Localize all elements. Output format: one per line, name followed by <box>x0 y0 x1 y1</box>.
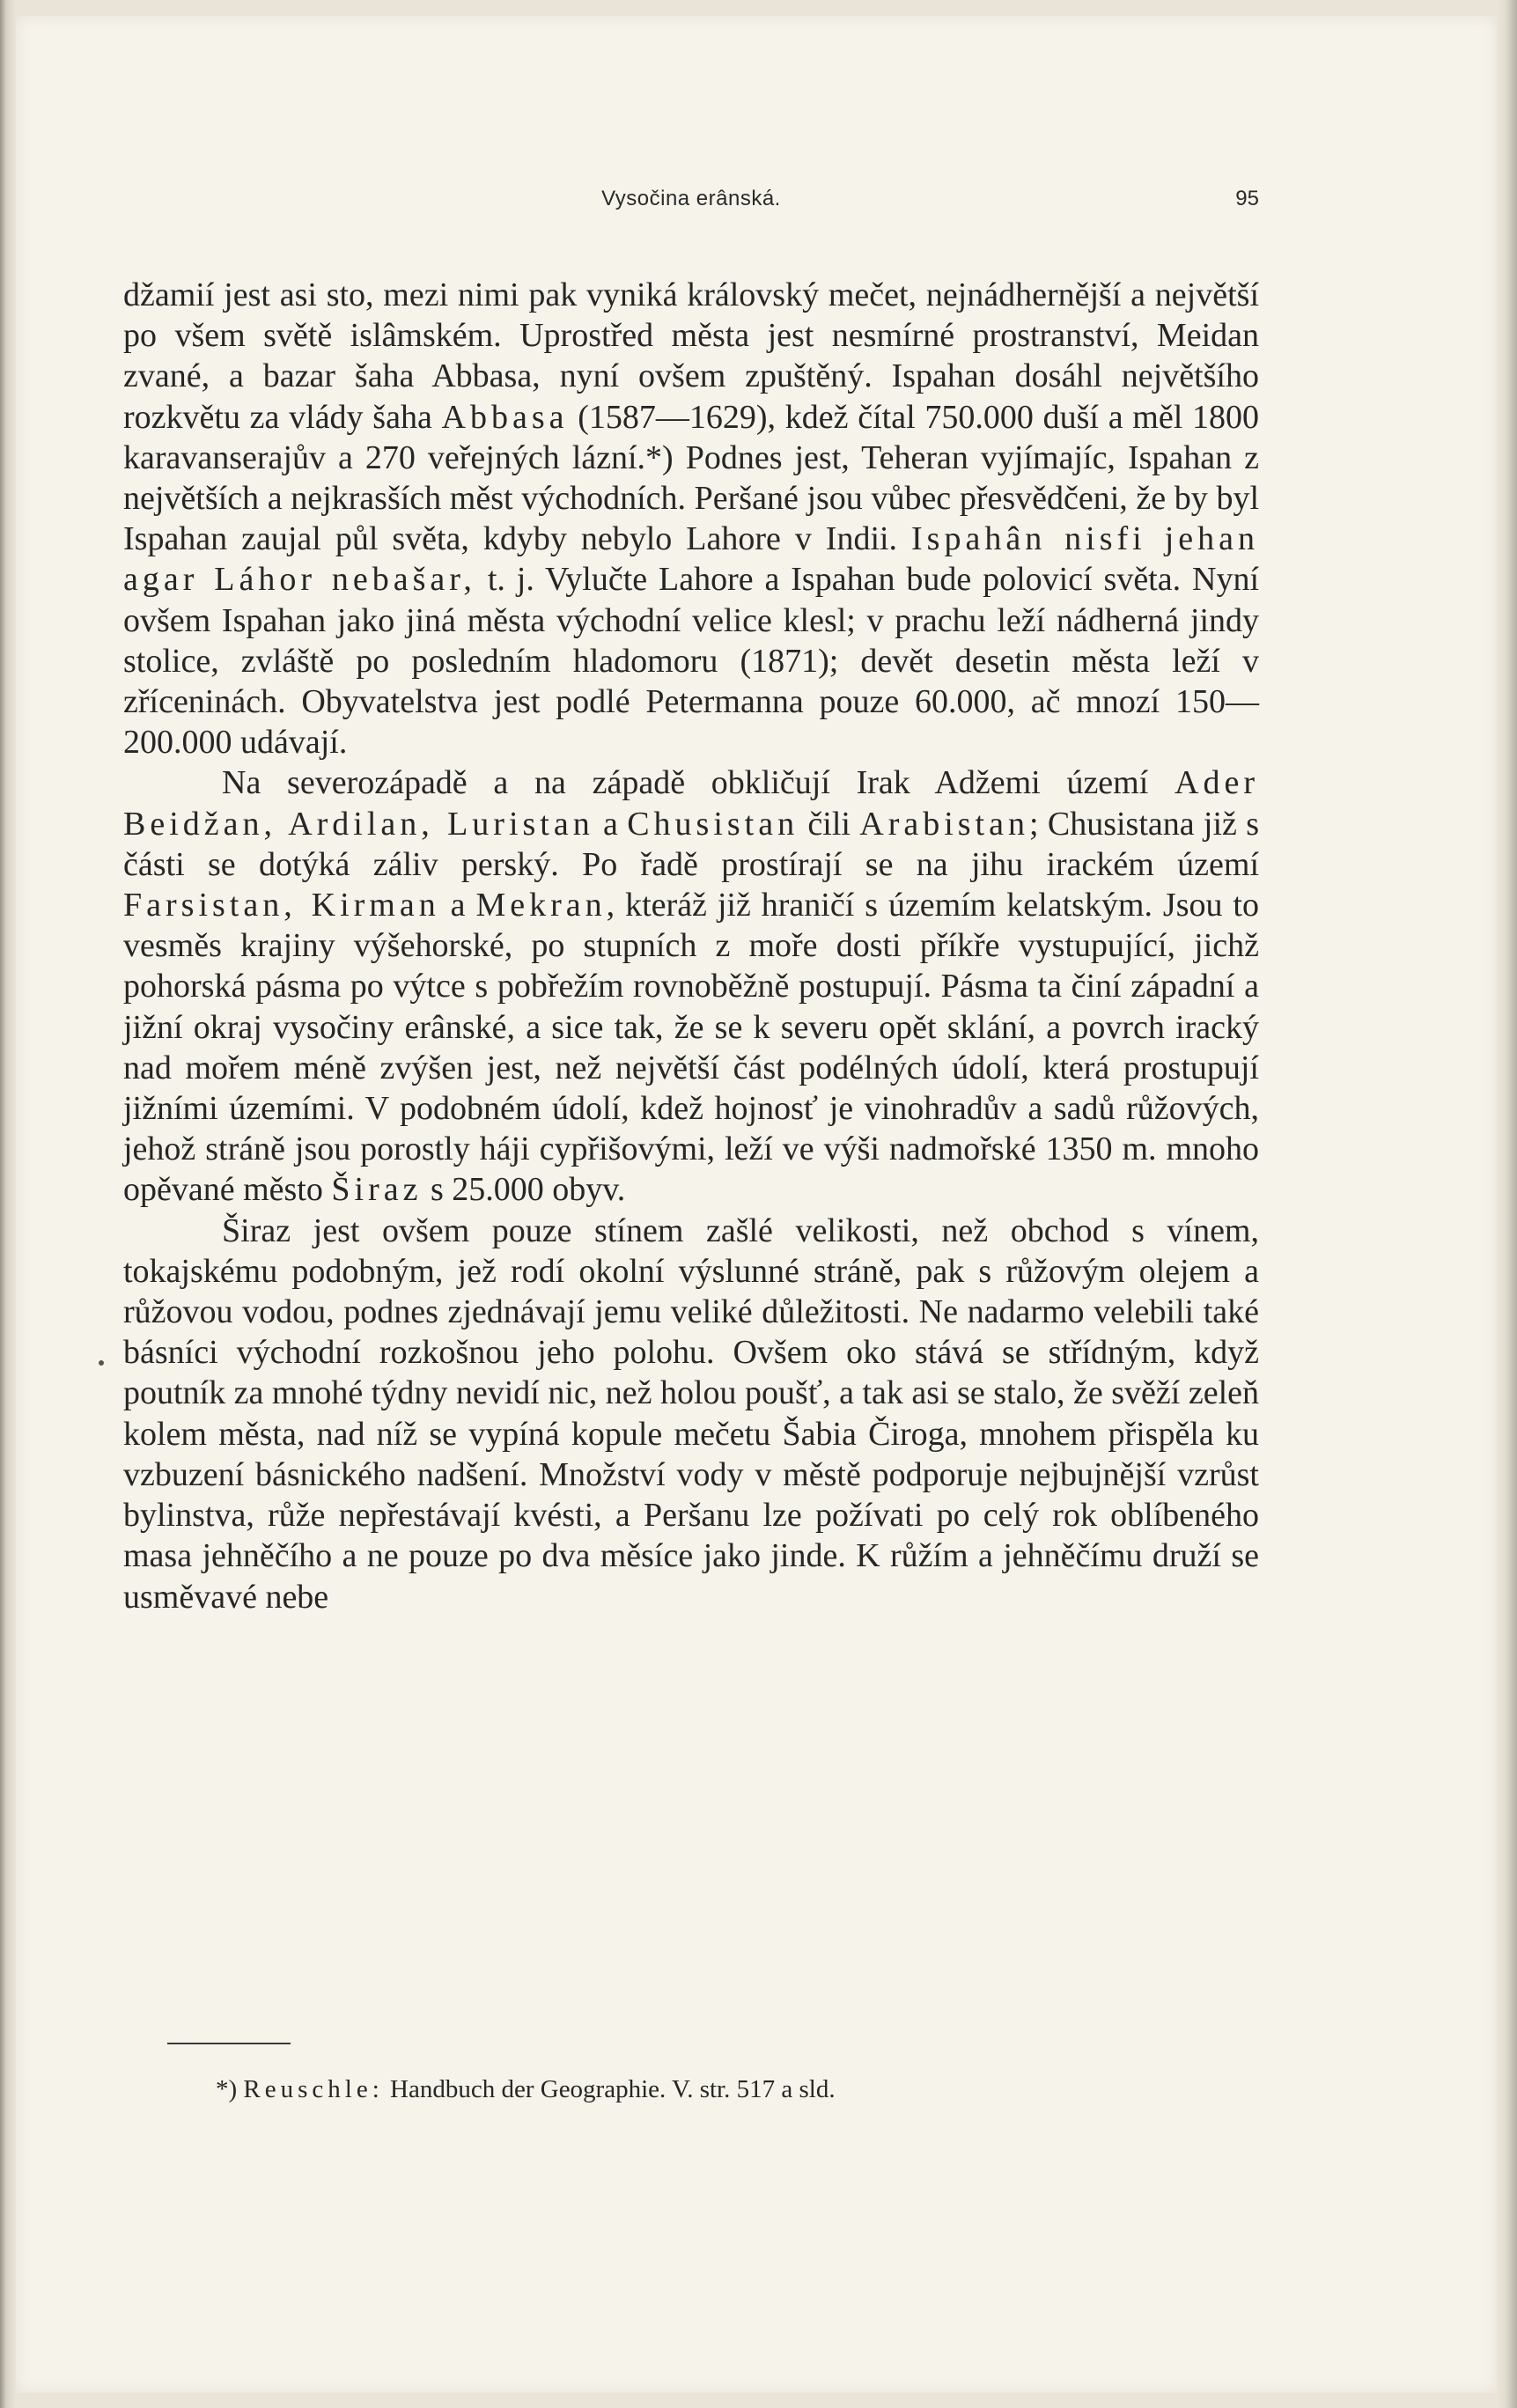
page-edge-shadow <box>1498 0 1517 2408</box>
footnote-text: Handbuch der Geographie. V. str. 517 a sld. <box>390 2075 836 2103</box>
spaced-name: Širaz <box>331 1171 423 1209</box>
footnote-author: Reuschle: <box>243 2075 384 2103</box>
paragraph-3: Širaz jest ovšem pouze stínem zašlé velikosti, než obchod s vínem, tokajskému podobným, jež rodí okolní výslunné stráně, pak s růžovým olejem a růžovou vodou, podnes zjednávají jemu veliké důležitosti. Ne nadarmo velebili také básníci východní rozkošnou jeho polohu. Ovšem oko stává se střídným, když poutník za mnohé týdny nevidí nic, než holou poušť, a tak asi se stalo, že svěží zeleň kolem města, nad níž se vypíná kopule mečetu Šabia Čiroga, mnohem přispěla ku vzbuzení básnického nadšení. Množství vody v městě podporuje nejbujnější vzrůst bylinstva, růže nepřestávají kvésti, a Peršanu lze požívati po celý rok oblíbeného masa jehněčího a ne pouze po dva měsíce jako jinde. K růžím a jehněčímu druží se usměvavé nebe <box>123 1211 1259 1616</box>
spaced-name: Abbasa <box>441 398 569 436</box>
book-spine-shadow <box>0 0 16 2408</box>
spaced-name: Chusistan <box>627 805 799 843</box>
paragraph-1: džamií jest asi sto, mezi nimi pak vyniká královský mečet, nejnádhernější a největší po všem světě islâmském. Uprostřed města jest nesmírné prostranství, Meidan zvané, a bazar šaha Abbasa, nyní ovšem zpuštěný. Ispahan dosáhl největšího rozkvětu za vlády šaha Abbasa (1587—1629), kdež čítal 750.000 duší a měl 1800 karavanserajův a 270 veřejných lázní.*) Podnes jest, Teheran vyjímajíc, Ispahan z největších a nejkrasších měst východních. Peršané jsou vůbec přesvědčeni, že by byl Ispahan zaujal půl světa, kdyby nebylo Lahore v Indii. Ispahân nisfi jehan agar Láhor nebašar, t. j. Vylučte Lahore a Ispahan bude polovicí světa. Nyní ovšem Ispahan jako jiná města východní velice klesl; v prachu leží nádherná jindy stolice, zvláště po posledním hladomoru (1871); devět desetin města leží v zříceninách. Obyvatelstva jest podlé Petermanna pouze 60.000, ač mnozí 150—200.000 udávají. <box>123 276 1259 762</box>
running-title: Vysočina erânská. <box>601 187 781 210</box>
spaced-proverb: Ispahân nisfi jehan agar Láhor nebašar, <box>123 520 1259 599</box>
page-number: 95 <box>1235 187 1259 210</box>
print-speck <box>99 1360 104 1366</box>
footnote-marker: *) <box>216 2075 238 2103</box>
spaced-name: Arabistan <box>859 805 1029 843</box>
spaced-name: Farsistan, Kirman <box>123 887 440 924</box>
paragraph-2: Na severozápadě a na západě obkličují Irak Adžemi území Ader Beidžan, Ardilan, Luristan a Chusistan čili Arabistan; Chusistana již s části se dotýká záliv perský. Po řadě prostírají se na jihu irackém území Farsistan, Kirman a Mekran, kteráž již hraničí s územím kelatským. Jsou to vesměs krajiny výšehorské, po stupních z moře dosti příkře vystupující, jichž pohorská pásma po výtce s pobřežím rovnoběžně postupují. Pásma ta činí západní a jižní okraj vysočiny erânské, a sice tak, že se k severu opět sklání, a povrch iracký nad mořem méně zvýšen jest, než největší část podélných údolí, která prostupují jižními územími. V podobném údolí, kdež hojnosť je vinohradův a sadů růžových, jehož stráně jsou porostly háji cypřišovými, leží ve výši nadmořské 1350 m. mnoho opěvané město Širaz s 25.000 obyv. <box>123 764 1259 1209</box>
body-text <box>123 275 1259 1617</box>
running-header <box>123 187 1259 222</box>
footnote <box>216 2073 1255 2105</box>
spaced-name: Ader Beidžan, Ardilan, Luristan <box>123 764 1259 843</box>
spaced-name: Mekran <box>475 887 607 924</box>
footnote-rule <box>167 2043 291 2044</box>
